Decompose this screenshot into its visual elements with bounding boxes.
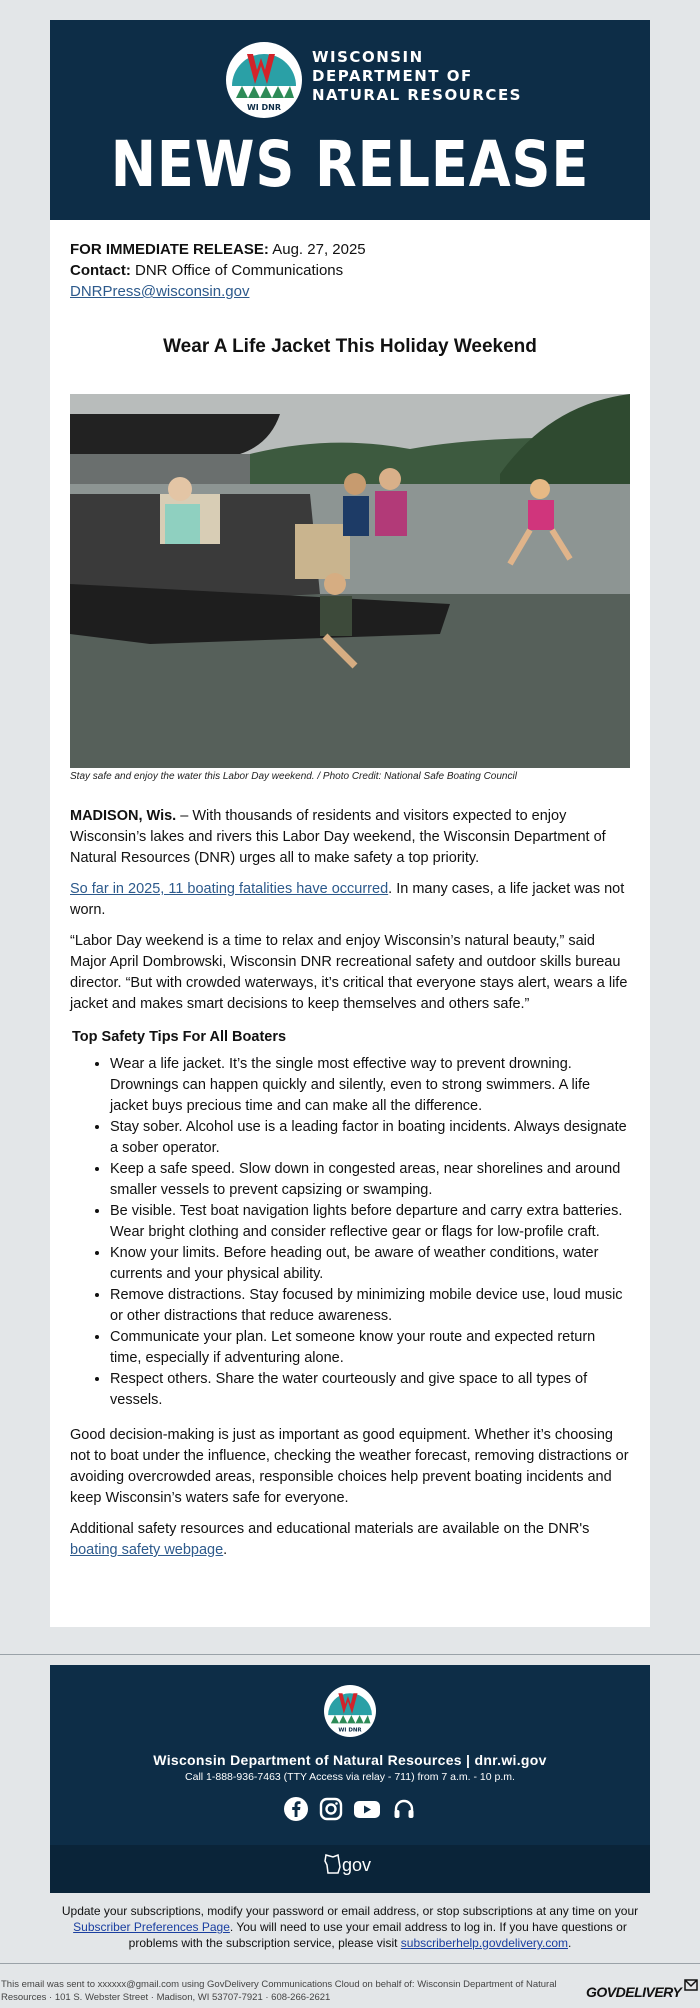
envelope-icon [684,1978,698,1996]
list-item: • Communicate your plan. Let someone know your route and expected return time, especially if adventuring alone. [110,1327,630,1369]
subscription-text: Update your subscriptions, modify your password or email address, or stop subscriptions at any time on your [61,1904,639,1918]
footer-call-info: Call 1-888-936-7463 (TTY Access via relay - 711) from 7 a.m. - 10 p.m. [185,1771,515,1783]
list-item: • Remove distractions. Stay focused by minimizing mobile device use, loud music or other distractions that reduce awareness. [110,1285,630,1327]
list-item: • Wear a life jacket. It’s the single most effective way to prevent drowning. Drownings can happen quickly and silently, even to strong swimmers. A life jacket buys precious time and can make all the difference. [110,1054,630,1117]
wisconsin-map-icon [324,1853,342,1875]
email-card [50,20,650,1627]
boat-jump-photo [70,394,630,768]
contact-value: DNR Office of Communications [135,262,344,279]
release-label: FOR IMMEDIATE RELEASE: [70,241,269,258]
subscription-text: . You will need to use your email address to log in. If you have questions or problems with the subscription service, please visit [128,1920,627,1950]
paragraph [70,879,630,921]
org-line: NATURAL RESOURCES [312,86,522,104]
logo-text: WI DNR [338,1727,362,1734]
paragraph [70,1519,630,1561]
paragraph-end: . [223,1542,228,1558]
subscriber-preferences-link[interactable]: Subscriber Preferences Page [73,1920,230,1934]
quote-paragraph: “Labor Day weekend is a time to relax and enjoy Wisconsin’s natural beauty,” said Major April Dombrowski, Wisconsin DNR recreational safety and outdoor skills bureau director. “But with crowded waterways, it’s critical that everyone stays alert, wears a life jacket and makes smart decisions to keep themselves and others safe.” [70,933,628,1012]
social-links [50,1797,650,1826]
tips-heading: Top Safety Tips For All Boaters [72,1029,287,1045]
paragraph-text: . In many cases, a life jacket was not worn. [70,881,625,918]
list-item: • Keep a safe speed. Slow down in congested areas, near shorelines and around smaller vessels to prevent capsizing or swamping. [110,1159,630,1201]
paragraph-text: – With thousands of residents and visitors expected to enjoy Wisconsin’s lakes and rivers this Labor Day weekend, the Wisconsin Department of Natural Resources (DNR) urges all to make safety a top priority. [70,808,606,866]
photo-caption: Stay safe and enjoy the water this Labor Day weekend. / Photo Credit: National Safe Boating Council [70,771,517,782]
list-item: • Be visible. Test boat navigation lights before departure and carry extra batteries. Wear bright clothing and consider reflective gear or flags for low-profile craft. [110,1201,630,1243]
org-line: WISCONSIN [312,48,424,66]
org-name [312,48,522,105]
footer-logo[interactable] [324,1685,376,1737]
youtube-icon[interactable] [353,1797,381,1826]
paragraph-text: Additional safety resources and educational materials are available on the DNR's [70,1521,590,1537]
footer [50,1665,650,1893]
subscription-text: . [567,1936,572,1950]
dnr-logo[interactable] [226,42,302,118]
facebook-icon[interactable] [284,1797,308,1826]
list-item: • Respect others. Share the water courteously and give space to all types of vessels. [110,1369,630,1411]
dnr-logo-icon [324,1685,376,1737]
dateline: MADISON, Wis. [70,808,177,824]
govdelivery-logo[interactable]: GOVDELIVERY [586,1984,682,2000]
release-date: Aug. 27, 2025 [272,241,366,258]
header-banner [50,20,650,220]
podcast-icon[interactable] [392,1797,416,1826]
wigov-text: gov [342,1855,372,1875]
list-item: • Know your limits. Before heading out, be aware of weather conditions, water currents and your physical ability. [110,1243,630,1285]
logo-text: WI DNR [246,103,282,112]
press-email-link[interactable]: DNRPress@wisconsin.gov [70,283,250,300]
subscriber-help-link[interactable]: subscriberhelp.govdelivery.com [400,1936,568,1950]
divider [0,1654,700,1655]
divider [0,1963,700,1964]
footer-org-name: Wisconsin Department of Natural Resources | dnr.wi.gov [153,1752,547,1768]
article-photo [70,394,630,768]
list-item: • Stay sober. Alcohol use is a leading factor in boating incidents. Always designate a sober operator. [110,1117,630,1159]
boating-safety-link[interactable]: boating safety webpage [70,1542,224,1558]
instagram-icon[interactable] [319,1797,343,1826]
tips-list [70,1054,630,1411]
fatalities-link[interactable]: So far in 2025, 11 boating fatalities have occurred [70,881,389,897]
article-body [70,806,630,1571]
release-meta [70,239,366,302]
dnr-logo-icon [226,42,302,118]
news-release-headline: NEWS RELEASE [110,128,590,201]
paragraph: Good decision-making is just as important as good equipment. Whether it’s choosing not to boat under the influence, checking the weather forecast, removing distractions or avoiding overcrowded areas, responsible choices help prevent boating incidents and keep Wisconsin’s waters safe for everyone. [70,1427,629,1506]
org-line: DEPARTMENT OF [312,67,473,85]
subscription-notice [60,1903,640,1951]
fine-print: This email was sent to xxxxxx@gmail.com using GovDelivery Communications Cloud on behalf of: Wisconsin Department of Natural Resources · 101 S. Webster Street · Madison, WI 53707-7921 · 608-266-2621 [1,1979,557,2003]
paragraph [70,806,630,869]
contact-label: Contact: [70,262,131,279]
wisconsin-gov-logo[interactable] [324,1853,371,1876]
article-title: Wear A Life Jacket This Holiday Weekend [163,336,537,357]
footer-bottom-bar [50,1845,650,1893]
